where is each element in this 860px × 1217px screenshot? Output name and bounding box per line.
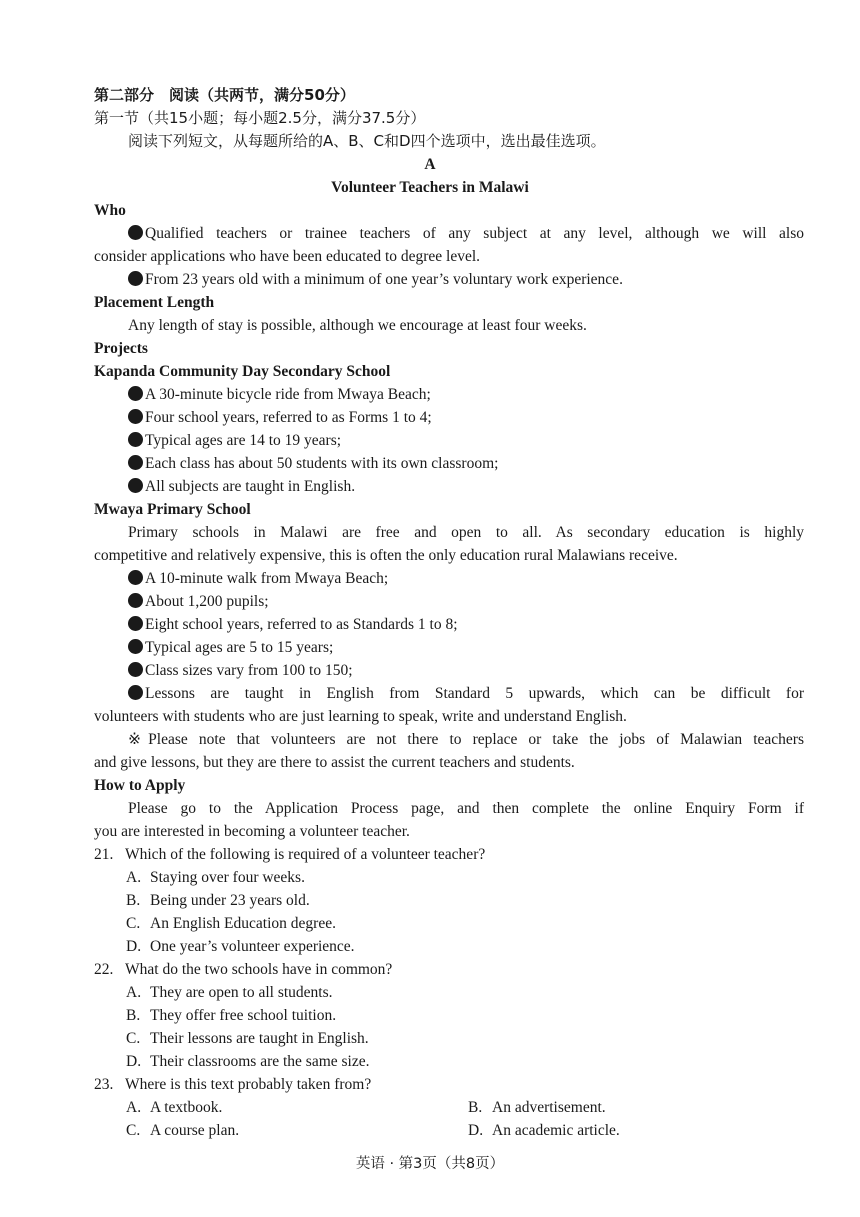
bullet-icon xyxy=(128,409,143,424)
question-21: 21. Which of the following is required of a volunteer teacher? xyxy=(94,846,486,863)
option-23-d[interactable]: D. An academic article. xyxy=(468,1122,620,1139)
placement-text: Any length of stay is possible, although we encourage at least four weeks. xyxy=(128,317,587,334)
bullet-icon xyxy=(128,685,143,700)
passage-title: Volunteer Teachers in Malawi xyxy=(331,179,529,196)
option-23-b[interactable]: B. An advertisement. xyxy=(468,1099,606,1116)
kapanda-item: Typical ages are 14 to 19 years; xyxy=(94,429,804,452)
option-21-a[interactable]: A. Staying over four weeks. xyxy=(126,869,305,886)
option-23-a[interactable]: A. A textbook. xyxy=(126,1099,223,1116)
page-footer: 英语 · 第3页（共8页） xyxy=(355,1156,505,1172)
who-item-2: From 23 years old with a minimum of one year’s voluntary work experience. xyxy=(94,268,804,291)
bullet-icon xyxy=(128,386,143,401)
who-item-1: Qualified teachers or trainee teachers of any subject at any level, although we will also xyxy=(94,222,804,245)
kapanda-item: Each class has about 50 students with its own classroom; xyxy=(94,452,804,475)
option-21-b[interactable]: B. Being under 23 years old. xyxy=(126,892,310,909)
mwaya-item-cont: volunteers with students who are just learning to speak, write and understand English. xyxy=(94,708,627,725)
mwaya-item: Eight school years, referred to as Standards 1 to 8; xyxy=(94,613,804,636)
part-title: 第二部分 阅读（共两节，满分50分） xyxy=(94,86,355,104)
bullet-icon xyxy=(128,271,143,286)
mwaya-intro: Primary schools in Malawi are free and open to all. As secondary education is highly xyxy=(128,524,804,541)
option-21-c[interactable]: C. An English Education degree. xyxy=(126,915,336,932)
volunteer-note-cont: and give lessons, but they are there to assist the current teachers and students. xyxy=(94,754,575,771)
option-22-b[interactable]: B. They offer free school tuition. xyxy=(126,1007,337,1024)
mwaya-item: Typical ages are 5 to 15 years; xyxy=(94,636,804,659)
option-22-c[interactable]: C. Their lessons are taught in English. xyxy=(126,1030,369,1047)
mwaya-intro-cont: competitive and relatively expensive, this is often the only education rural Malawians receive. xyxy=(94,547,678,564)
passage-letter: A xyxy=(424,156,436,173)
section-title: 第一节（共15小题；每小题2.5分，满分37.5分） xyxy=(94,109,426,127)
kapanda-item: All subjects are taught in English. xyxy=(94,475,804,498)
placement-heading: Placement Length xyxy=(94,294,215,311)
instruction: 阅读下列短文，从每题所给的A、B、C和D四个选项中，选出最佳选项。 xyxy=(128,132,606,150)
bullet-icon xyxy=(128,570,143,585)
mwaya-item: Lessons are taught in English from Standard 5 upwards, which can be difficult for xyxy=(94,682,804,705)
apply-text: Please go to the Application Process page, and then complete the online Enquiry Form if xyxy=(128,800,804,817)
mwaya-item: Class sizes vary from 100 to 150; xyxy=(94,659,804,682)
kapanda-item: A 30-minute bicycle ride from Mwaya Beach; xyxy=(94,383,804,406)
option-23-c[interactable]: C. A course plan. xyxy=(126,1122,240,1139)
bullet-icon xyxy=(128,225,143,240)
bullet-icon xyxy=(128,662,143,677)
question-23: 23. Where is this text probably taken from? xyxy=(94,1076,372,1093)
mwaya-item: About 1,200 pupils; xyxy=(94,590,804,613)
option-22-d[interactable]: D. Their classrooms are the same size. xyxy=(126,1053,370,1070)
bullet-icon xyxy=(128,432,143,447)
bullet-icon xyxy=(128,478,143,493)
mwaya-heading: Mwaya Primary School xyxy=(94,501,251,518)
projects-heading: Projects xyxy=(94,340,148,357)
who-heading: Who xyxy=(94,202,126,219)
apply-heading: How to Apply xyxy=(94,777,186,794)
question-22: 22. What do the two schools have in common? xyxy=(94,961,393,978)
kapanda-heading: Kapanda Community Day Secondary School xyxy=(94,363,391,380)
option-21-d[interactable]: D. One year’s volunteer experience. xyxy=(126,938,355,955)
who-item-1-cont: consider applications who have been educated to degree level. xyxy=(94,248,481,265)
bullet-icon xyxy=(128,616,143,631)
volunteer-note: ※Please note that volunteers are not there to replace or take the jobs of Malawian teachers xyxy=(128,731,804,748)
mwaya-item: A 10-minute walk from Mwaya Beach; xyxy=(94,567,804,590)
kapanda-item: Four school years, referred to as Forms 1 to 4; xyxy=(94,406,804,429)
option-22-a[interactable]: A. They are open to all students. xyxy=(126,984,333,1001)
bullet-icon xyxy=(128,455,143,470)
bullet-icon xyxy=(128,639,143,654)
apply-text-cont: you are interested in becoming a volunteer teacher. xyxy=(94,823,410,840)
bullet-icon xyxy=(128,593,143,608)
